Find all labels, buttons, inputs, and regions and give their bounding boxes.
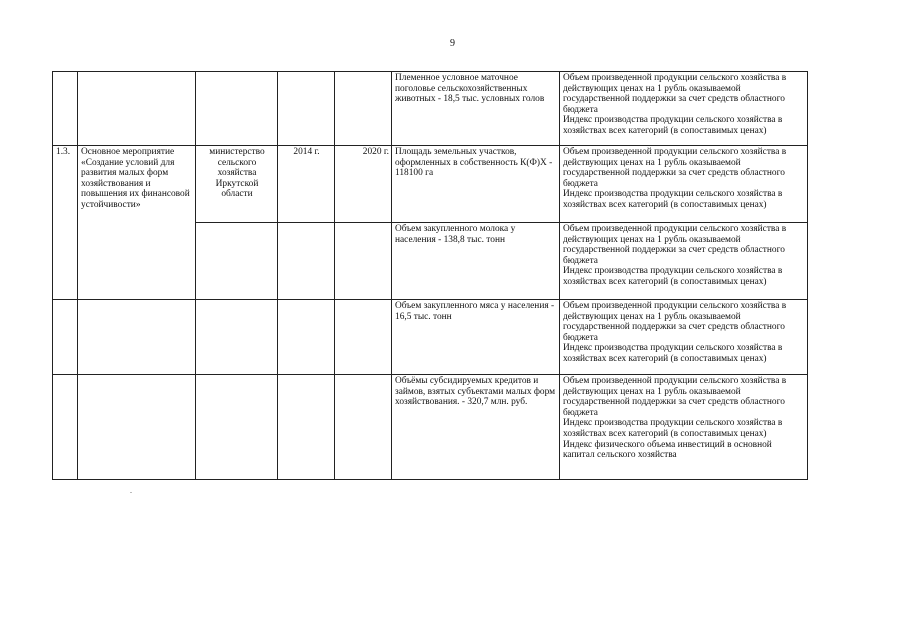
table-row — [53, 72, 808, 146]
cell-end-year — [335, 300, 392, 375]
cell-end-year: 2020 г. — [335, 146, 392, 223]
cell-indicators — [560, 146, 808, 223]
cell-result: Площадь земельных участков, оформленных в собственность К(Ф)Х - 118100 га — [392, 146, 560, 223]
indicator-text: Индекс производства продукции сельского хозяйства в хозяйствах всех категорий (в сопоставимых ценах) — [563, 266, 783, 287]
cell-start-year — [278, 223, 335, 300]
indicator-text: Индекс производства продукции сельского хозяйства в хозяйствах всех категорий (в сопоставимых ценах) — [563, 343, 783, 364]
indicator-text: Объем произведенной продукции сельского хозяйства в действующих ценах на 1 рубль оказываемой государственной поддержки за счет средств областного бюджета — [563, 73, 787, 115]
indicator-text: Индекс производства продукции сельского хозяйства в хозяйствах всех категорий (в сопоставимых ценах) — [563, 418, 783, 439]
cell-end-year — [335, 223, 392, 300]
page-number: 9 — [450, 38, 455, 49]
indicator-text: Объем произведенной продукции сельского хозяйства в действующих ценах на 1 рубль оказываемой государственной поддержки за счет средств областного бюджета — [563, 147, 787, 189]
cell-executor — [196, 300, 278, 375]
cell-result: Объёмы субсидируемых кредитов и займов, взятых субъектами малых форм хозяйствования. - 320,7 млн. руб. — [392, 375, 560, 480]
cell-activity: Основное мероприятие «Создание условий для развития малых форм хозяйствования и повышения их финансовой устойчивости» — [78, 146, 196, 300]
indicator-text: Объем произведенной продукции сельского хозяйства в действующих ценах на 1 рубль оказываемой государственной поддержки за счет средств областного бюджета — [563, 301, 787, 343]
program-table — [52, 71, 808, 480]
cell-result: Объем закупленного мяса у населения - 16,5 тыс. тонн — [392, 300, 560, 375]
indicator-text: Объем произведенной продукции сельского хозяйства в действующих ценах на 1 рубль оказываемой государственной поддержки за счет средств областного бюджета — [563, 376, 787, 418]
cell-start-year — [278, 72, 335, 146]
indicator-text: Индекс производства продукции сельского хозяйства в хозяйствах всех категорий (в сопоставимых ценах) — [563, 115, 783, 136]
cell-start-year — [278, 300, 335, 375]
cell-indicators — [560, 300, 808, 375]
cell-end-year — [335, 72, 392, 146]
cell-indicators — [560, 223, 808, 300]
cell-result: Объем закупленного молока у населения - 138,8 тыс. тонн — [392, 223, 560, 300]
table-row — [53, 146, 808, 223]
table-row — [53, 300, 808, 375]
cell-start-year — [278, 375, 335, 480]
cell-number — [53, 72, 78, 146]
table-row — [53, 375, 808, 480]
cell-executor — [196, 72, 278, 146]
cell-executor — [196, 375, 278, 480]
cell-indicators — [560, 72, 808, 146]
cell-executor: министерство сельского хозяйства Иркутской области — [196, 146, 278, 223]
indicator-text: Объем произведенной продукции сельского хозяйства в действующих ценах на 1 рубль оказываемой государственной поддержки за счет средств областного бюджета — [563, 224, 787, 266]
cell-activity — [78, 375, 196, 480]
scan-artifact — [130, 492, 132, 493]
cell-number — [53, 300, 78, 375]
cell-executor — [196, 223, 278, 300]
cell-result: Племенное условное маточное поголовье сельскохозяйственных животных - 18,5 тыс. условных голов — [392, 72, 560, 146]
cell-end-year — [335, 375, 392, 480]
cell-indicators — [560, 375, 808, 480]
cell-start-year: 2014 г. — [278, 146, 335, 223]
cell-number: 1.3. — [53, 146, 78, 300]
indicator-text: Индекс производства продукции сельского хозяйства в хозяйствах всех категорий (в сопоставимых ценах) — [563, 189, 783, 210]
indicator-text: Индекс физического объема инвестиций в основной капитал сельского хозяйства — [563, 439, 772, 461]
cell-activity — [78, 72, 196, 146]
cell-number — [53, 375, 78, 480]
cell-activity — [78, 300, 196, 375]
